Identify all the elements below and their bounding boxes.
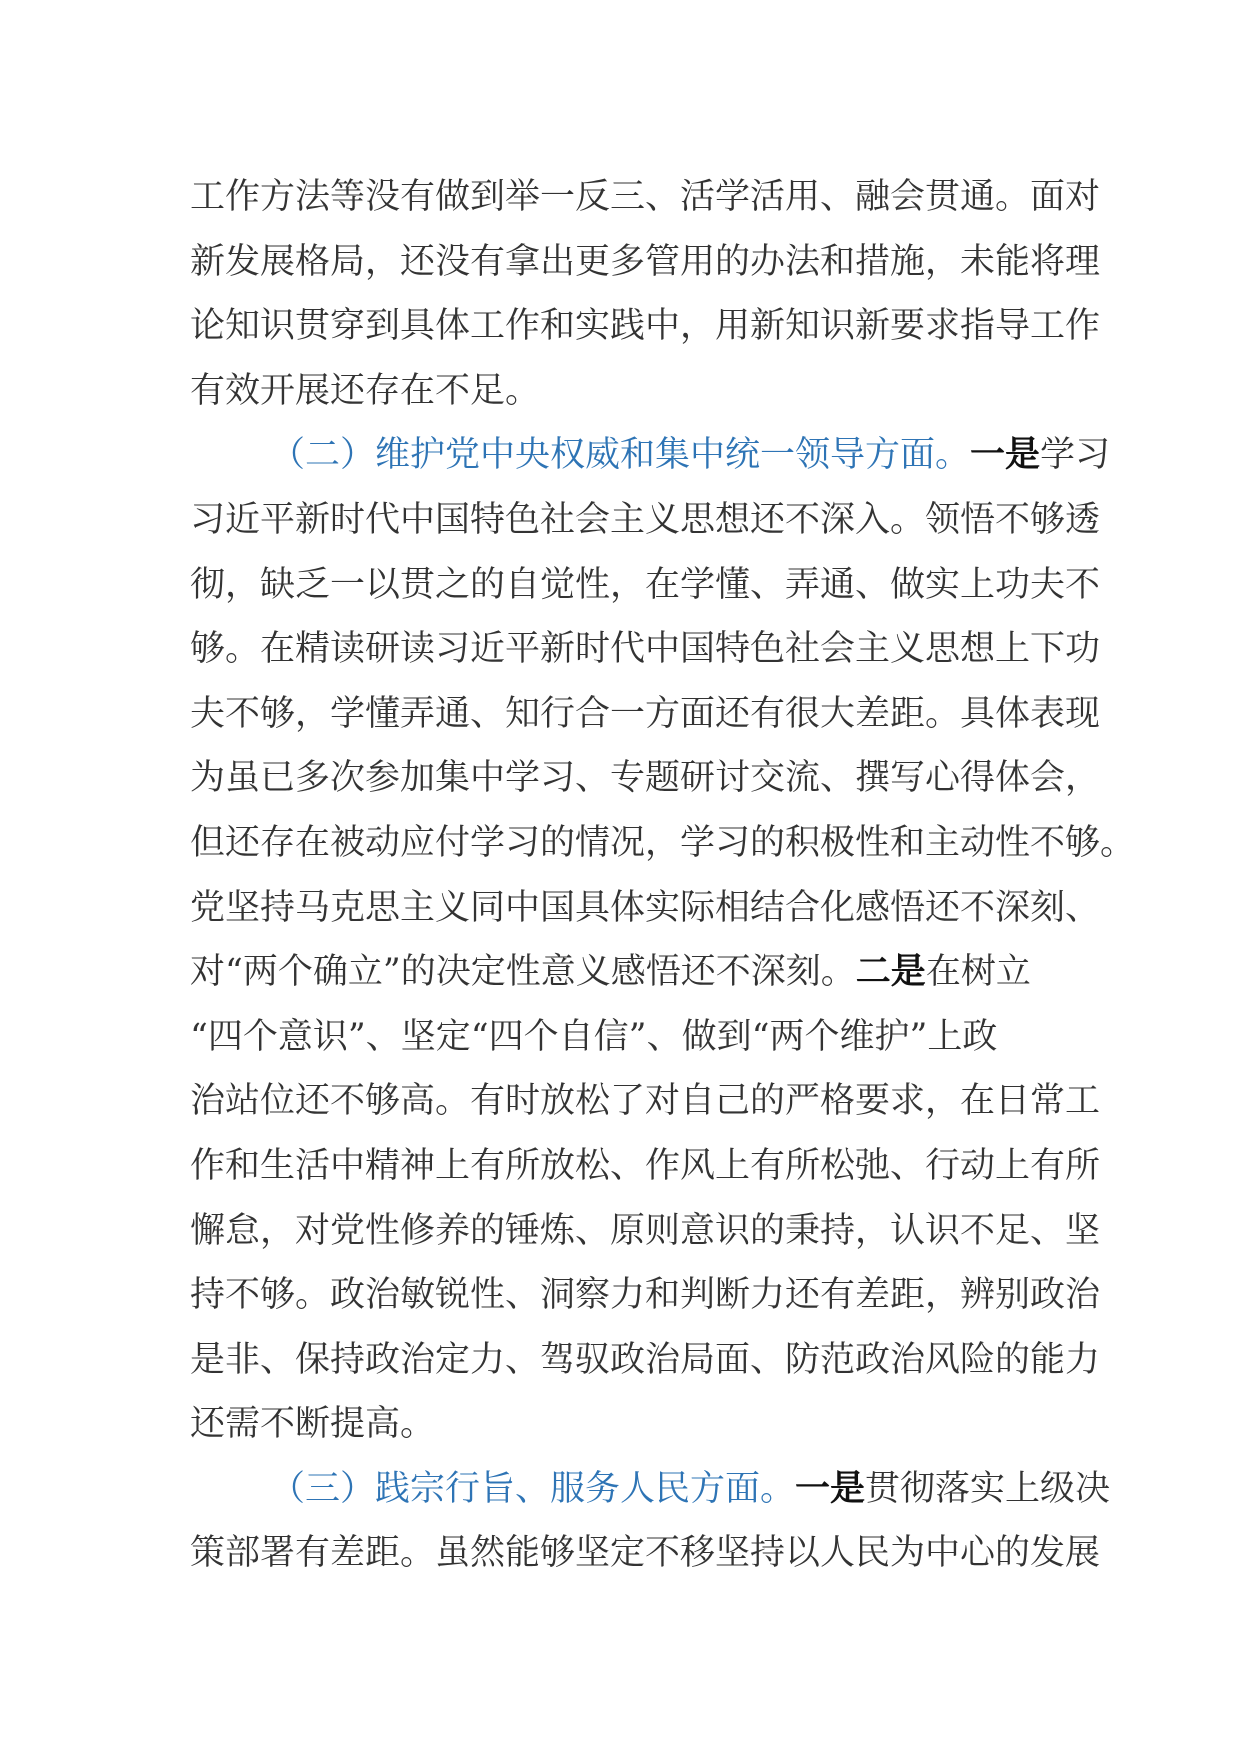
text-line: “四个意识”、坚定“四个自信”、做到“两个维护”上政 xyxy=(190,1016,998,1057)
text-line: 作和生活中精神上有所放松、作风上有所松弛、行动上有所 xyxy=(190,1145,1101,1186)
text-line: 持不够。政治敏锐性、洞察力和判断力还有差距，辨别政治 xyxy=(190,1275,1101,1316)
section-2-line-b-before: 对“两个确立”的决定性意义感悟还不深刻。 xyxy=(190,952,856,993)
section-2-first-line xyxy=(190,423,1111,488)
text-line: 党坚持马克思主义同中国具体实际相结合化感悟还不深刻、 xyxy=(190,887,1101,928)
section-2-line-1-rest: 学习 xyxy=(1040,435,1111,476)
section-2-lead-2: 二是 xyxy=(855,951,926,993)
text-line: 还需不断提高。 xyxy=(190,1404,436,1445)
section-3-line-1-rest: 贯彻落实上级决 xyxy=(865,1468,1111,1509)
text-line: 彻，缺乏一以贯之的自觉性，在学懂、弄通、做实上功夫不 xyxy=(190,564,1101,605)
text-line: 懈怠，对党性修养的锤炼、原则意识的秉持，认识不足、坚 xyxy=(190,1210,1101,1251)
body-text xyxy=(190,165,1136,1586)
text-line: 但还存在被动应付学习的情况，学习的积极性和主动性不够。 xyxy=(190,822,1136,863)
section-3-first-line xyxy=(190,1457,1111,1522)
section-2-lead-1: 一是 xyxy=(970,434,1041,476)
section-2-line-b-after: 在树立 xyxy=(925,952,1031,993)
text-line: 有效开展还存在不足。 xyxy=(190,370,541,411)
text-line: 论知识贯穿到具体工作和实践中，用新知识新要求指导工作 xyxy=(190,306,1101,347)
section-2-mixed-line xyxy=(190,940,1050,1005)
text-line: 夫不够，学懂弄通、知行合一方面还有很大差距。具体表现 xyxy=(190,693,1101,734)
section-3-lead-1: 一是 xyxy=(795,1467,866,1509)
text-line: 工作方法等没有做到举一反三、活学活用、融会贯通。面对 xyxy=(190,177,1101,217)
text-line: 策部署有差距。虽然能够坚定不移坚持以人民为中心的发展 xyxy=(190,1533,1101,1574)
text-line: 习近平新时代中国特色社会主义思想还不深入。领悟不够透 xyxy=(190,499,1101,540)
section-2-heading: （二）维护党中央权威和集中统一领导方面。 xyxy=(270,435,971,476)
text-line: 为虽已多次参加集中学习、专题研讨交流、撰写心得体会， xyxy=(190,758,1101,799)
text-line: 治站位还不够高。有时放松了对自己的严格要求，在日常工 xyxy=(190,1081,1101,1122)
text-line: 够。在精读研读习近平新时代中国特色社会主义思想上下功 xyxy=(190,629,1101,670)
section-3-heading: （三）践宗行旨、服务人民方面。 xyxy=(270,1468,796,1509)
text-line: 新发展格局，还没有拿出更多管用的办法和措施，未能将理 xyxy=(190,241,1101,282)
text-line: 是非、保持政治定力、驾驭政治局面、防范政治风险的能力 xyxy=(190,1339,1101,1380)
